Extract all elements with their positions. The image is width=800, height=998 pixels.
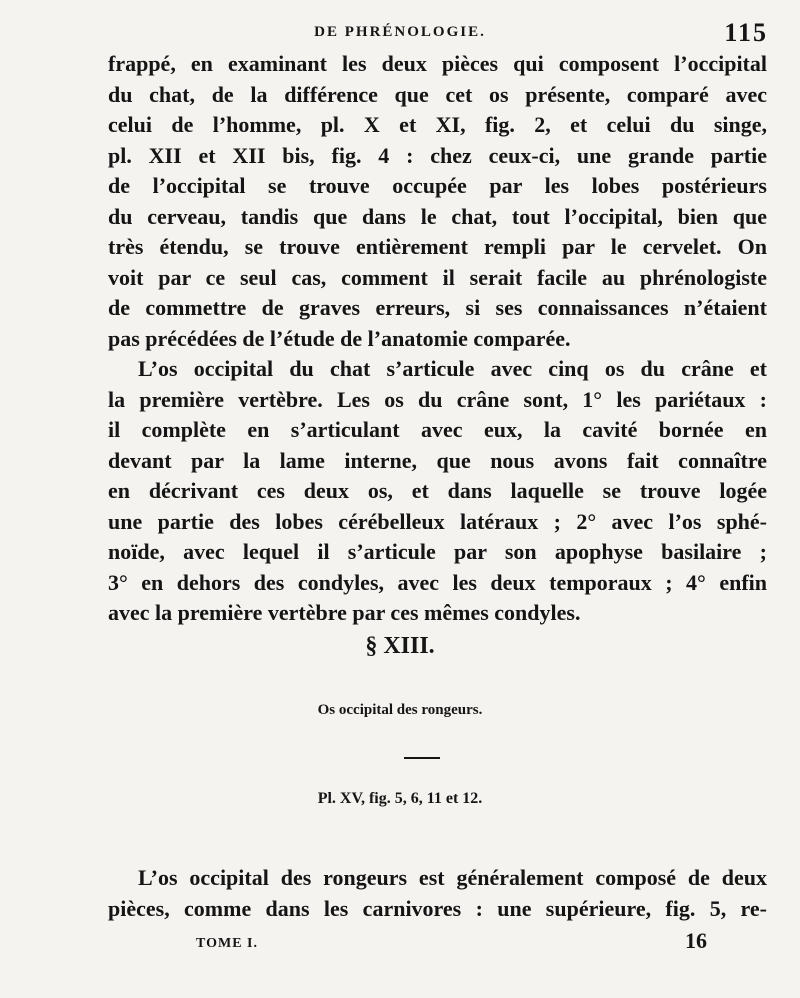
- text-line: pièces, comme dans les carnivores : une supérieure, fig. 5, re-: [108, 895, 767, 921]
- text-line: voit par ce seul cas, comment il serait facile au phrénologiste: [108, 264, 767, 290]
- text-line: très étendu, se trouve entièrement rempli par le cervelet. On: [108, 234, 767, 259]
- text-line: une partie des lobes cérébelleux latéraux ; 2° avec l’os sphé-: [108, 508, 767, 534]
- text-line: L’os occipital des rongeurs est généralement composé de deux: [138, 865, 767, 890]
- text-line: de l’occipital se trouve occupée par les lobes postérieurs: [108, 173, 767, 198]
- running-head: [0, 18, 800, 48]
- paragraph-3: [108, 863, 767, 924]
- plate-reference: Pl. XV, fig. 5, 6, 11 et 12.: [317, 790, 483, 807]
- text-line: 3° en dehors des condyles, avec les deux temporaux ; 4° enfin: [108, 569, 767, 595]
- text-line: du chat, de la différence que cet os présente, comparé avec: [108, 81, 767, 107]
- divider-rule: [404, 757, 440, 759]
- section-subheading: Os occipital des rongeurs.: [317, 702, 483, 718]
- text-line: de commettre de graves erreurs, si ses connaissances n’étaient: [108, 295, 767, 320]
- running-title: DE PHRÉNOLOGIE.: [314, 24, 486, 40]
- paragraph-2: [108, 354, 767, 629]
- text-line: frappé, en examinant les deux pièces qui composent l’occipital: [108, 51, 767, 76]
- text-line: il complète en s’articulant avec eux, la cavité bornée en: [108, 417, 767, 442]
- text-line: la première vertèbre. Les os du crâne sont, 1° les pariétaux :: [108, 386, 767, 412]
- page-number: 115: [724, 18, 768, 47]
- volume-label: TOME I.: [196, 936, 258, 951]
- text-line: celui de l’homme, pl. X et XI, fig. 2, et celui du singe,: [108, 112, 767, 137]
- text-line: L’os occipital du chat s’articule avec cinq os du crâne et: [138, 356, 767, 381]
- text-line: noïde, avec lequel il s’articule par son apophyse basilaire ;: [108, 539, 767, 564]
- text-line: avec la première vertèbre par ces mêmes condyles.: [108, 600, 581, 625]
- text-line: devant par la lame interne, que nous avons fait connaître: [108, 447, 767, 473]
- text-line: pl. XII et XII bis, fig. 4 : chez ceux-ci, une grande partie: [108, 142, 767, 168]
- paragraph-1: [108, 49, 767, 354]
- section-heading: § XIII.: [365, 633, 435, 659]
- page-footer: [0, 928, 800, 968]
- signature-mark: 16: [685, 928, 707, 953]
- main-text: [108, 49, 767, 629]
- text-line: en décrivant ces deux os, et dans laquelle se trouve logée: [108, 478, 767, 503]
- text-line: du cerveau, tandis que dans le chat, tout l’occipital, bien que: [108, 203, 767, 229]
- text-line: pas précédées de l’étude de l’anatomie comparée.: [108, 325, 571, 351]
